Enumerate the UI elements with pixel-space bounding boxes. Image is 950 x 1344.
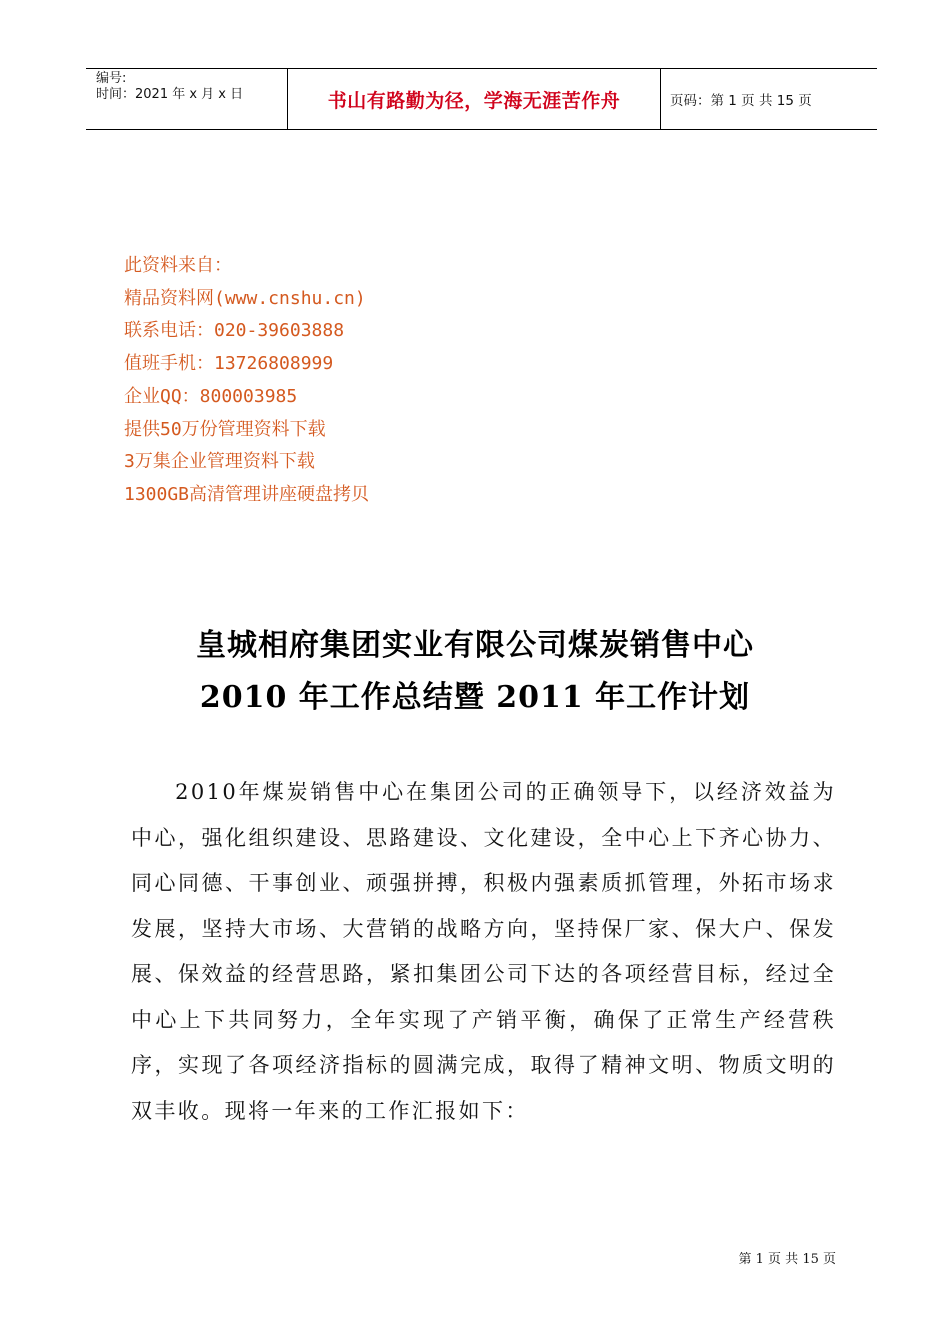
source-line: 企业QQ：800003985 [124,385,298,407]
source-line: 值班手机：13726808999 [124,353,334,375]
source-line: 提供50万份管理资料下载 [124,418,326,440]
header-page-number: 页码：第 1 页 共 15 页 [670,93,812,109]
serial-number-label: 编号: [96,71,127,86]
source-line: 联系电话：020-39603888 [124,320,345,342]
document-title-line-2: 2010 年工作总结暨 2011 年工作计划 [199,680,751,715]
page-footer: 第 1 页 共 15 页 [738,1252,836,1267]
header-motto: 书山有路勤为径，学海无涯苦作舟 [288,69,661,129]
header-meta-cell [86,69,288,129]
body-paragraph: 2010年煤炭销售中心在集团公司的正确领导下，以经济效益为中心，强化组织建设、思路建设、文化建设，全中心上下齐心协力、同心同德、干事创业、顽强拼搏，积极内强素质抓管理，外拓市场求发展，坚持大市场、大营销的战略方向，坚持保厂家、保大户、保发展、保效益的经营思路，紧扣集团公司下达的各项经营目标，经过全中心上下共同努力，全年实现了产销平衡，确保了正常生产经营秩序，实现了各项经济指标的圆满完成，取得了精神文明、物质文明的双丰收。现将一年来的工作汇报如下： [131,780,836,1123]
source-line: 此资料来自： [124,255,232,276]
document-title-line-1: 皇城相府集团实业有限公司煤炭销售中心 [196,628,754,663]
page-header [86,68,877,130]
date-label: 时间：2021 年 x 月 x 日 [96,87,244,102]
source-info-block [124,250,369,512]
source-line: 3万集企业管理资料下载 [124,451,315,473]
source-line: 精品资料网(www.cnshu.cn) [124,287,366,309]
source-line: 1300GB高清管理讲座硬盘拷贝 [124,483,370,505]
